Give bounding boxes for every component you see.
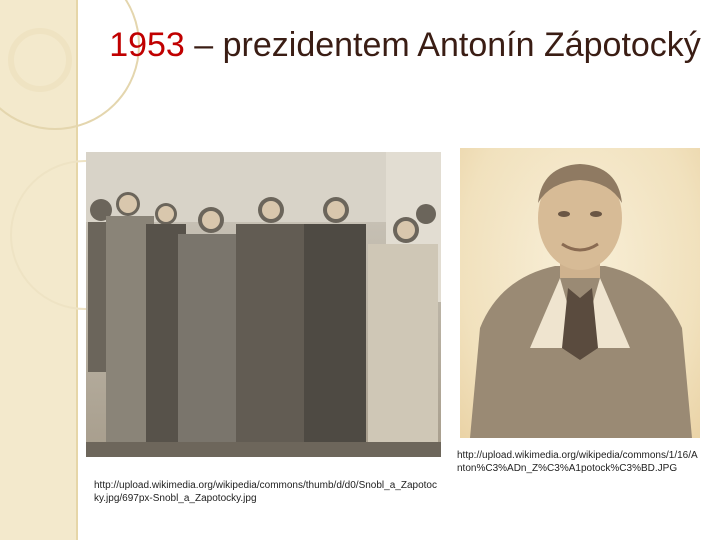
portrait-photo [460,148,700,438]
portrait-photo-icon [460,148,700,438]
title-year: 1953 [109,26,185,64]
portrait-photo-caption: http://upload.wikimedia.org/wikipedia/commons/1/16/Anton%C3%ADn_Z%C3%A1potock%C3%BD.JPG [457,450,698,474]
group-photo-caption: http://upload.wikimedia.org/wikipedia/commons/thumb/d/d0/Snobl_a_Zapotocky.jpg/697px-Snobl_a_Zapotocky.jpg [94,480,437,504]
group-photo [86,152,441,457]
title-text: – prezidentem Antonín Zápotocký [184,26,701,64]
decorative-ring-small [8,28,72,92]
group-photo-icon [86,152,441,457]
slide-title [100,22,710,68]
